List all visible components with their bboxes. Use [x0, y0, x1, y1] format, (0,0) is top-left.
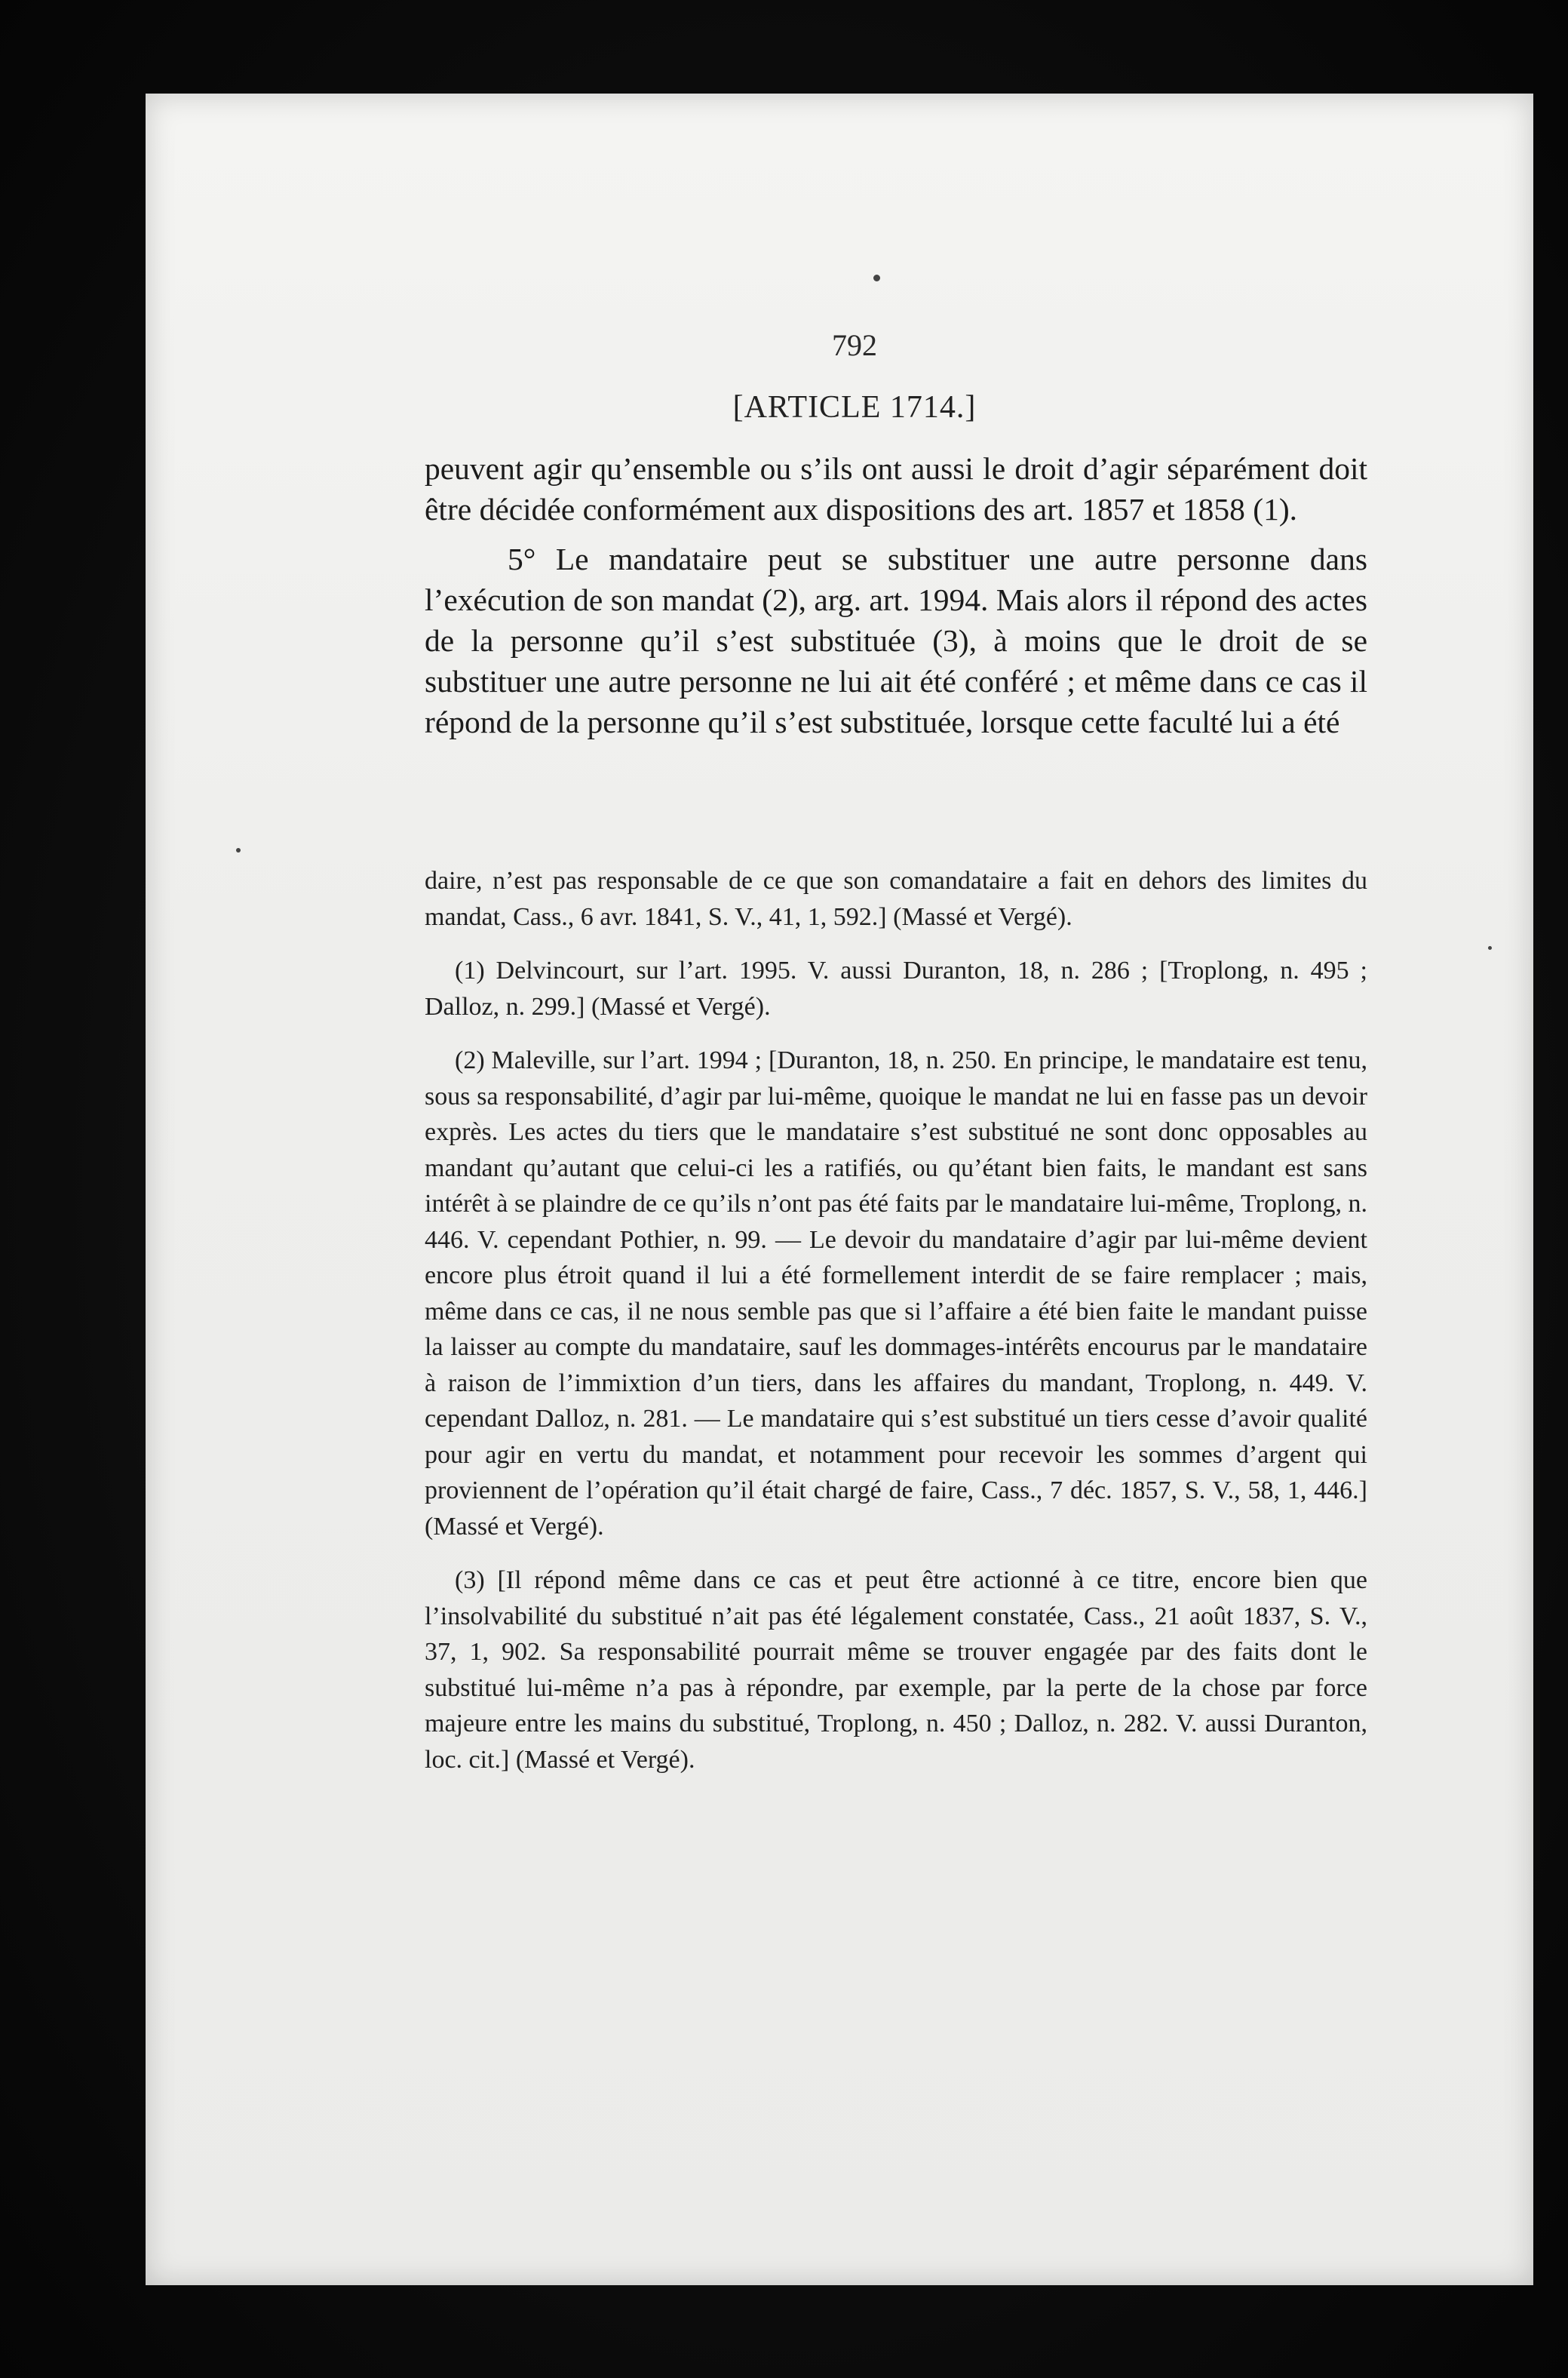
ink-speck — [1488, 946, 1492, 950]
main-paragraph-1: peuvent agir qu’ensemble ou s’ils ont aussi le droit d’agir séparément doit être décidée conformément aux dispositions des art. 1857 et 1858 (1). — [425, 451, 1367, 527]
footnotes — [425, 863, 1367, 1796]
page-number: 792 — [832, 328, 877, 362]
article-heading: [ARTICLE 1714.] — [732, 390, 977, 425]
ink-speck — [873, 275, 880, 281]
main-text — [425, 448, 1367, 742]
footnote-continuation: daire, n’est pas responsable de ce que son comandataire a fait en dehors des limites du mandat, Cass., 6 avr. 1841, S. V., 41, 1, 592.] (Massé et Vergé). — [425, 867, 1367, 931]
main-paragraph-2: 5° Le mandataire peut se substituer une autre personne dans l’exécution de son mandat (2), arg. art. 1994. Mais alors il répond des actes de la personne qu’il s’est substituée (3), à moins que le droit de se substituer une autre personne ne lui ait été conféré ; et même dans ce cas il répond de la personne qu’il s’est substituée, lorsque cette faculté lui a été — [425, 542, 1367, 739]
book-page — [146, 94, 1533, 2285]
ink-speck — [236, 848, 241, 853]
footnote-2: (2) Maleville, sur l’art. 1994 ; [Duranton, 18, n. 250. En principe, le mandataire est tenu, sous sa responsabilité, d’agir par lui-même, quoique le mandat ne lui en fasse pas un devoir exprès. Les actes du tiers que le mandataire s’est substitué ne sont donc opposables au mandant qu’autant que celui-ci les a ratifiés, ou qu’étant bien faits, le mandant est sans intérêt à se plaindre de ce qu’ils n’ont pas été faits par le mandataire lui-même, Troplong, n. 446. V. cependant Pothier, n. 99. — Le devoir du mandataire d’agir par lui-même devient encore plus étroit quand il lui a été formellement interdit de se faire remplacer ; mais, même dans ce cas, il ne nous semble pas que si l’affaire a été bien faite le mandant puisse la laisser au compte du mandataire, sauf les dommages-intérêts encourus par le mandataire à raison de l’immixtion d’un tiers, dans les affaires du mandant, Troplong, n. 449. V. cependant Dalloz, n. 281. — Le mandataire qui s’est substitué un tiers cesse d’avoir qualité pour agir en vertu du mandat, et notamment pour recevoir les sommes d’argent qui proviennent de l’opération qu’il était chargé de faire, Cass., 7 déc. 1857, S. V., 58, 1, 446.] (Massé et Vergé). — [425, 1046, 1367, 1541]
footnote-1: (1) Delvincourt, sur l’art. 1995. V. aussi Duranton, 18, n. 286 ; [Troplong, n. 495 ; Dalloz, n. 299.] (Massé et Vergé). — [425, 957, 1367, 1021]
footnote-3: (3) [Il répond même dans ce cas et peut être actionné à ce titre, encore bien que l’insolvabilité du substitué n’ait pas été légalement constatée, Cass., 21 août 1837, S. V., 37, 1, 902. Sa responsabilité pourrait même se trouver engagée par des faits dont le substitué lui-même n’a pas à répondre, par exemple, par la perte de la chose par force majeure entre les mains du substitué, Troplong, n. 450 ; Dalloz, n. 282. V. aussi Duranton, loc. cit.] (Massé et Vergé). — [425, 1566, 1367, 1774]
